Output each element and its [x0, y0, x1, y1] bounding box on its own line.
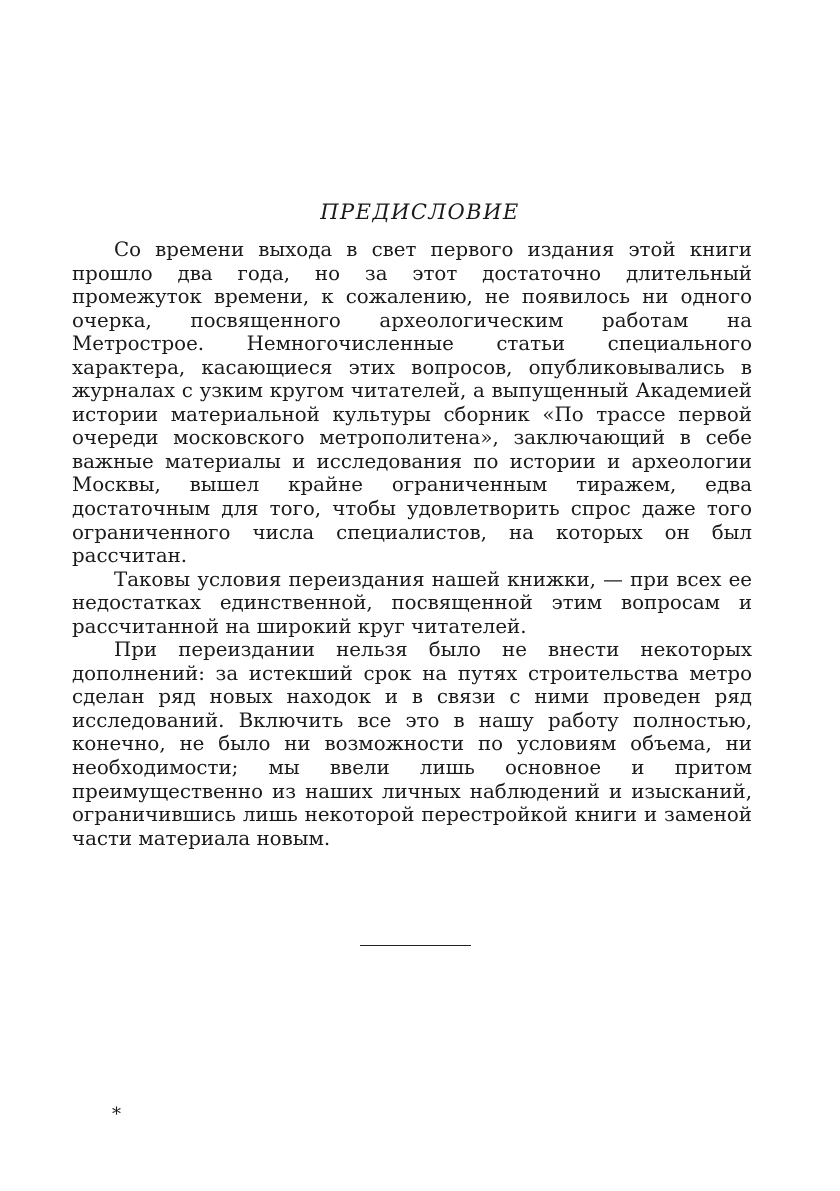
- printer-mark: *: [112, 1104, 121, 1125]
- paragraph: Со времени выхода в свет первого издания этой книги прошло два года, но за этот достаточно длительный промежуток времени, к сожалению, не появилось ни одного очерка, посвященного археологическим работам на Метрострое. Немногочисленные статьи специального характера, касающиеся этих вопросов, опубликовывались в журналах с узким кругом читателей, а выпущенный Академией истории материальной культуры сборник «По трассе первой очереди московского метрополитена», заключающий в себе важные материалы и исследования по истории и археологии Москвы, вышел крайне ограниченным тиражем, едва достаточным для того, чтобы удовлетворить спрос даже того ограниченного числа специалистов, на которых он был рассчитан.: [72, 238, 752, 568]
- preface-body: [72, 238, 752, 850]
- paragraph: При переиздании нельзя было не внести некоторых дополнений: за истекший срок на путях строительства метро сделан ряд новых находок и в связи с ними проведен ряд исследований. Включить все это в нашу работу полностью, конечно, не было ни возможности по условиям объема, ни необходимости; мы ввели лишь основное и притом преимущественно из наших личных наблюдений и изысканий, ограничившись лишь некоторой перестройкой книги и заменой части материала новым.: [72, 638, 752, 850]
- page-title: ПРЕДИСЛОВИЕ: [320, 200, 520, 224]
- section-divider: [360, 945, 471, 946]
- paragraph: Таковы условия переиздания нашей книжки, — при всех ее недостатках единственной, посвященной этим вопросам и рассчитанной на широкий круг читателей.: [72, 567, 752, 638]
